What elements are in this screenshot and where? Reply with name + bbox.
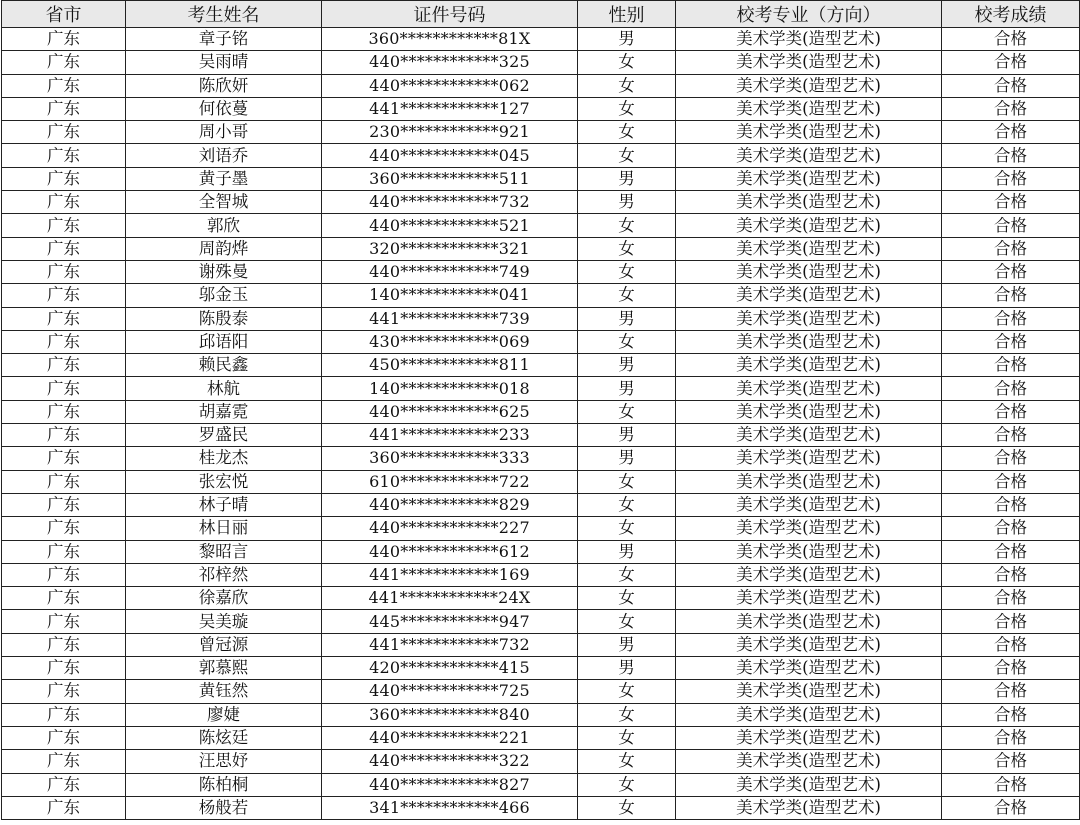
cell-major: 美术学类(造型艺术) [676,51,942,74]
cell-name: 曾冠源 [126,633,322,656]
cell-id-number: 360************333 [322,447,578,470]
cell-major: 美术学类(造型艺术) [676,400,942,423]
cell-id-number: 341************466 [322,796,578,819]
cell-id-number: 440************221 [322,726,578,749]
table-row [2,726,1080,749]
cell-major: 美术学类(造型艺术) [676,424,942,447]
cell-id-number: 440************725 [322,680,578,703]
cell-major: 美术学类(造型艺术) [676,284,942,307]
cell-major: 美术学类(造型艺术) [676,657,942,680]
cell-gender: 女 [578,517,676,540]
cell-major: 美术学类(造型艺术) [676,540,942,563]
cell-province: 广东 [2,330,126,353]
cell-gender: 女 [578,726,676,749]
cell-gender: 女 [578,400,676,423]
table-row [2,633,1080,656]
table-row [2,307,1080,330]
cell-major: 美术学类(造型艺术) [676,610,942,633]
cell-result: 合格 [942,633,1080,656]
table-row [2,703,1080,726]
cell-major: 美术学类(造型艺术) [676,726,942,749]
cell-province: 广东 [2,726,126,749]
cell-id-number: 440************827 [322,773,578,796]
cell-result: 合格 [942,167,1080,190]
table-row [2,424,1080,447]
table-row [2,237,1080,260]
cell-result: 合格 [942,284,1080,307]
table-body [2,28,1080,820]
cell-province: 广东 [2,260,126,283]
cell-result: 合格 [942,470,1080,493]
cell-major: 美术学类(造型艺术) [676,563,942,586]
cell-major: 美术学类(造型艺术) [676,237,942,260]
cell-id-number: 360************81X [322,28,578,51]
cell-id-number: 430************069 [322,330,578,353]
cell-id-number: 360************511 [322,167,578,190]
cell-name: 黄钰然 [126,680,322,703]
cell-result: 合格 [942,657,1080,680]
cell-gender: 男 [578,633,676,656]
cell-result: 合格 [942,237,1080,260]
cell-result: 合格 [942,587,1080,610]
table-row [2,260,1080,283]
table-row [2,750,1080,773]
cell-result: 合格 [942,74,1080,97]
cell-major: 美术学类(造型艺术) [676,377,942,400]
cell-province: 广东 [2,610,126,633]
cell-id-number: 441************739 [322,307,578,330]
cell-gender: 女 [578,74,676,97]
cell-major: 美术学类(造型艺术) [676,121,942,144]
cell-result: 合格 [942,191,1080,214]
cell-id-number: 441************233 [322,424,578,447]
cell-province: 广东 [2,51,126,74]
cell-id-number: 441************732 [322,633,578,656]
cell-result: 合格 [942,424,1080,447]
header-name: 考生姓名 [126,1,322,28]
cell-result: 合格 [942,610,1080,633]
cell-gender: 女 [578,470,676,493]
cell-result: 合格 [942,540,1080,563]
table-row [2,657,1080,680]
cell-result: 合格 [942,796,1080,819]
cell-major: 美术学类(造型艺术) [676,587,942,610]
cell-major: 美术学类(造型艺术) [676,447,942,470]
cell-major: 美术学类(造型艺术) [676,97,942,120]
cell-name: 张宏悦 [126,470,322,493]
cell-province: 广东 [2,703,126,726]
table-row [2,144,1080,167]
cell-name: 汪思妤 [126,750,322,773]
cell-gender: 男 [578,657,676,680]
cell-id-number: 440************749 [322,260,578,283]
cell-province: 广东 [2,400,126,423]
cell-result: 合格 [942,726,1080,749]
cell-result: 合格 [942,260,1080,283]
cell-result: 合格 [942,703,1080,726]
table-row [2,167,1080,190]
cell-id-number: 140************041 [322,284,578,307]
cell-name: 何依蔓 [126,97,322,120]
cell-province: 广东 [2,493,126,516]
cell-name: 郭欣 [126,214,322,237]
cell-major: 美术学类(造型艺术) [676,144,942,167]
cell-major: 美术学类(造型艺术) [676,680,942,703]
cell-gender: 男 [578,540,676,563]
cell-province: 广东 [2,773,126,796]
table-row [2,493,1080,516]
cell-result: 合格 [942,97,1080,120]
table-row [2,284,1080,307]
cell-name: 黄子墨 [126,167,322,190]
cell-major: 美术学类(造型艺术) [676,703,942,726]
cell-result: 合格 [942,144,1080,167]
cell-result: 合格 [942,400,1080,423]
cell-province: 广东 [2,28,126,51]
cell-name: 陈殷泰 [126,307,322,330]
cell-province: 广东 [2,563,126,586]
cell-name: 陈柏桐 [126,773,322,796]
cell-name: 罗盛民 [126,424,322,447]
header-result: 校考成绩 [942,1,1080,28]
cell-province: 广东 [2,657,126,680]
cell-gender: 女 [578,51,676,74]
table-row [2,517,1080,540]
cell-gender: 女 [578,97,676,120]
cell-major: 美术学类(造型艺术) [676,354,942,377]
cell-province: 广东 [2,237,126,260]
cell-gender: 女 [578,703,676,726]
header-gender: 性别 [578,1,676,28]
table-row [2,447,1080,470]
cell-province: 广东 [2,307,126,330]
cell-major: 美术学类(造型艺术) [676,330,942,353]
cell-id-number: 440************062 [322,74,578,97]
cell-major: 美术学类(造型艺术) [676,796,942,819]
cell-id-number: 441************24X [322,587,578,610]
cell-name: 赖民鑫 [126,354,322,377]
cell-province: 广东 [2,796,126,819]
header-major: 校考专业（方向） [676,1,942,28]
cell-result: 合格 [942,750,1080,773]
cell-name: 黎昭言 [126,540,322,563]
cell-name: 桂龙杰 [126,447,322,470]
cell-province: 广东 [2,191,126,214]
cell-result: 合格 [942,447,1080,470]
cell-name: 邱语阳 [126,330,322,353]
cell-gender: 男 [578,191,676,214]
table-row [2,354,1080,377]
cell-id-number: 440************045 [322,144,578,167]
cell-major: 美术学类(造型艺术) [676,773,942,796]
cell-gender: 女 [578,237,676,260]
cell-major: 美术学类(造型艺术) [676,517,942,540]
cell-name: 林日丽 [126,517,322,540]
cell-name: 胡嘉霓 [126,400,322,423]
cell-name: 陈炫廷 [126,726,322,749]
cell-major: 美术学类(造型艺术) [676,307,942,330]
cell-name: 祁梓然 [126,563,322,586]
table-row [2,191,1080,214]
cell-province: 广东 [2,167,126,190]
cell-id-number: 441************169 [322,563,578,586]
cell-gender: 男 [578,377,676,400]
cell-gender: 女 [578,773,676,796]
cell-gender: 男 [578,167,676,190]
cell-id-number: 440************521 [322,214,578,237]
cell-major: 美术学类(造型艺术) [676,167,942,190]
cell-result: 合格 [942,51,1080,74]
cell-province: 广东 [2,121,126,144]
cell-name: 周韵烨 [126,237,322,260]
cell-gender: 女 [578,750,676,773]
cell-gender: 女 [578,563,676,586]
cell-result: 合格 [942,330,1080,353]
cell-major: 美术学类(造型艺术) [676,74,942,97]
table-row [2,610,1080,633]
cell-gender: 女 [578,144,676,167]
cell-result: 合格 [942,28,1080,51]
cell-result: 合格 [942,517,1080,540]
cell-gender: 女 [578,260,676,283]
cell-major: 美术学类(造型艺术) [676,260,942,283]
cell-id-number: 440************322 [322,750,578,773]
cell-name: 全智城 [126,191,322,214]
table-row [2,51,1080,74]
cell-name: 章子铭 [126,28,322,51]
cell-name: 林航 [126,377,322,400]
cell-province: 广东 [2,633,126,656]
cell-name: 邬金玉 [126,284,322,307]
cell-gender: 男 [578,28,676,51]
cell-result: 合格 [942,493,1080,516]
cell-gender: 女 [578,493,676,516]
cell-gender: 女 [578,796,676,819]
table-row [2,470,1080,493]
cell-gender: 女 [578,330,676,353]
cell-result: 合格 [942,214,1080,237]
table-row [2,28,1080,51]
cell-id-number: 441************127 [322,97,578,120]
cell-id-number: 440************625 [322,400,578,423]
cell-province: 广东 [2,587,126,610]
cell-province: 广东 [2,214,126,237]
cell-gender: 男 [578,307,676,330]
cell-id-number: 440************612 [322,540,578,563]
cell-id-number: 440************325 [322,51,578,74]
cell-major: 美术学类(造型艺术) [676,191,942,214]
cell-gender: 男 [578,424,676,447]
cell-gender: 女 [578,680,676,703]
table-row [2,74,1080,97]
cell-gender: 女 [578,214,676,237]
cell-result: 合格 [942,680,1080,703]
cell-province: 广东 [2,354,126,377]
cell-name: 杨般若 [126,796,322,819]
cell-province: 广东 [2,377,126,400]
cell-gender: 男 [578,354,676,377]
cell-name: 吴美璇 [126,610,322,633]
cell-province: 广东 [2,447,126,470]
cell-name: 谢殊曼 [126,260,322,283]
cell-major: 美术学类(造型艺术) [676,633,942,656]
table-header-row [2,1,1080,28]
cell-id-number: 440************732 [322,191,578,214]
cell-id-number: 320************321 [322,237,578,260]
cell-id-number: 445************947 [322,610,578,633]
cell-id-number: 450************811 [322,354,578,377]
table-row [2,97,1080,120]
cell-name: 陈欣妍 [126,74,322,97]
cell-name: 周小哥 [126,121,322,144]
cell-province: 广东 [2,74,126,97]
cell-gender: 女 [578,587,676,610]
cell-id-number: 360************840 [322,703,578,726]
table-row [2,773,1080,796]
cell-major: 美术学类(造型艺术) [676,214,942,237]
table-row [2,587,1080,610]
table-row [2,214,1080,237]
cell-province: 广东 [2,680,126,703]
table-row [2,796,1080,819]
cell-result: 合格 [942,121,1080,144]
cell-gender: 女 [578,284,676,307]
results-table [1,0,1080,820]
cell-id-number: 230************921 [322,121,578,144]
table-row [2,540,1080,563]
cell-province: 广东 [2,470,126,493]
cell-id-number: 610************722 [322,470,578,493]
cell-name: 廖婕 [126,703,322,726]
cell-name: 郭慕熙 [126,657,322,680]
cell-province: 广东 [2,144,126,167]
cell-gender: 女 [578,121,676,144]
cell-id-number: 440************227 [322,517,578,540]
cell-name: 徐嘉欣 [126,587,322,610]
cell-major: 美术学类(造型艺术) [676,28,942,51]
header-id-number: 证件号码 [322,1,578,28]
cell-id-number: 420************415 [322,657,578,680]
cell-result: 合格 [942,377,1080,400]
cell-gender: 女 [578,610,676,633]
table-row [2,121,1080,144]
cell-province: 广东 [2,517,126,540]
table-row [2,400,1080,423]
cell-major: 美术学类(造型艺术) [676,493,942,516]
cell-province: 广东 [2,540,126,563]
cell-name: 林子晴 [126,493,322,516]
cell-id-number: 140************018 [322,377,578,400]
cell-province: 广东 [2,97,126,120]
cell-province: 广东 [2,284,126,307]
cell-major: 美术学类(造型艺术) [676,750,942,773]
cell-gender: 男 [578,447,676,470]
table-row [2,680,1080,703]
cell-result: 合格 [942,773,1080,796]
table-row [2,330,1080,353]
cell-province: 广东 [2,750,126,773]
cell-major: 美术学类(造型艺术) [676,470,942,493]
cell-result: 合格 [942,563,1080,586]
cell-province: 广东 [2,424,126,447]
cell-name: 刘语乔 [126,144,322,167]
cell-id-number: 440************829 [322,493,578,516]
table-row [2,563,1080,586]
cell-name: 吴雨晴 [126,51,322,74]
table-row [2,377,1080,400]
cell-result: 合格 [942,354,1080,377]
cell-result: 合格 [942,307,1080,330]
header-province: 省市 [2,1,126,28]
